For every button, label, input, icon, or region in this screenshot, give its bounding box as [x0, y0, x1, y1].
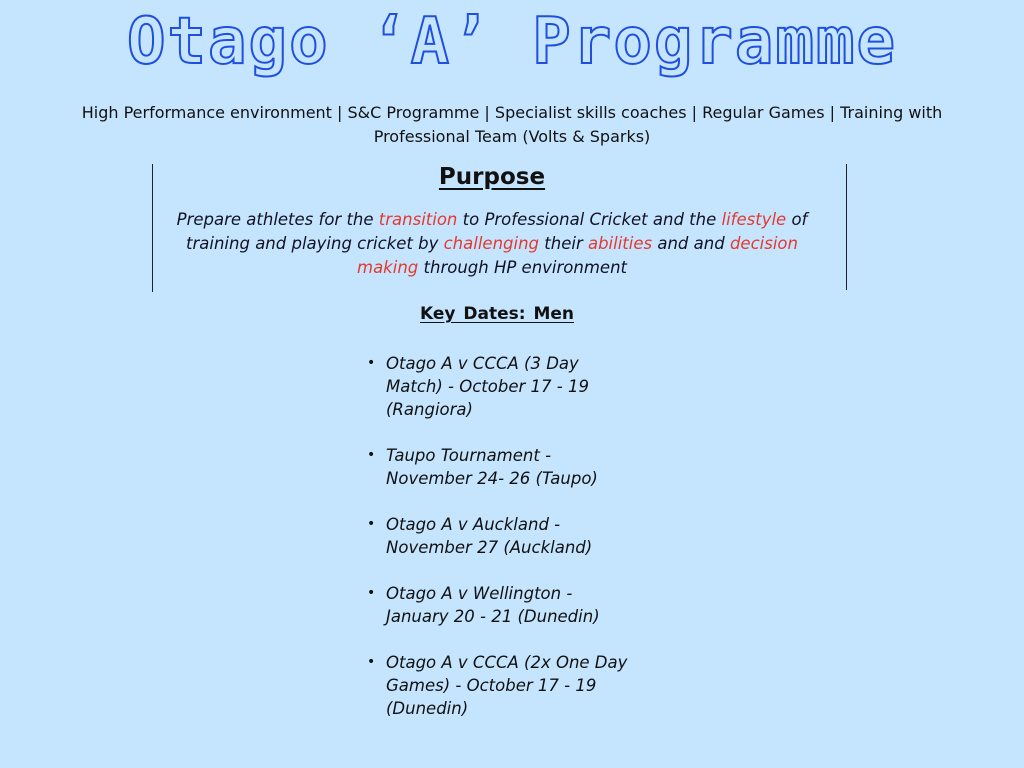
purpose-segment: of training and playing cricket by — [186, 210, 808, 253]
key-date-item — [367, 444, 636, 490]
purpose-segment: to Professional Cricket and the — [457, 210, 722, 229]
purpose-highlight: lifestyle — [721, 210, 787, 229]
bullet-icon: • — [367, 447, 376, 463]
purpose-segment: and and — [652, 234, 730, 253]
key-date-line: Otago A v CCCA (2x One Day — [386, 653, 628, 672]
purpose-highlight: transition — [378, 210, 458, 229]
purpose-segment: Prepare athletes for the — [176, 210, 379, 229]
bullet-icon: • — [367, 516, 376, 532]
bullet-icon: • — [367, 585, 376, 601]
purpose-highlight: challenging — [443, 234, 540, 253]
purpose-text — [160, 208, 824, 280]
key-date-line: Match) - October 17 - 19 — [386, 377, 589, 396]
key-dates-list — [367, 352, 636, 743]
programme-subtitle: High Performance environment | S&C Programme | Specialist skills coaches | Regular Games | Training with Professional Team (Volts & Sparks) — [81, 103, 943, 146]
page-title: Otago ‘A’ Programme — [126, 5, 898, 79]
key-date-line: Taupo Tournament - — [386, 446, 552, 465]
purpose-highlight: decision making — [357, 234, 798, 277]
key-date-line: November 27 (Auckland) — [386, 538, 593, 557]
key-date-line: (Dunedin) — [386, 699, 469, 718]
key-date-line: January 20 - 21 (Dunedin) — [386, 607, 600, 626]
purpose-heading: Purpose — [438, 164, 546, 190]
purpose-segment: their — [539, 234, 588, 253]
key-date-item — [367, 582, 636, 628]
key-date-line: (Rangiora) — [386, 400, 473, 419]
key-date-line: Otago A v Wellington - — [386, 584, 573, 603]
key-date-line: November 24- 26 (Taupo) — [386, 469, 598, 488]
key-dates-heading: Key Dates: Men — [419, 304, 575, 324]
bullet-icon: • — [367, 654, 376, 670]
purpose-highlight: abilities — [587, 234, 653, 253]
key-date-line: Games) - October 17 - 19 — [386, 676, 597, 695]
key-date-line: Otago A v CCCA (3 Day — [386, 354, 579, 373]
key-date-line: Otago A v Auckland - — [386, 515, 561, 534]
purpose-segment: through HP environment — [418, 258, 627, 277]
key-date-item — [367, 352, 636, 421]
bullet-icon: • — [367, 355, 376, 371]
key-date-item — [367, 651, 636, 720]
key-date-item — [367, 513, 636, 559]
